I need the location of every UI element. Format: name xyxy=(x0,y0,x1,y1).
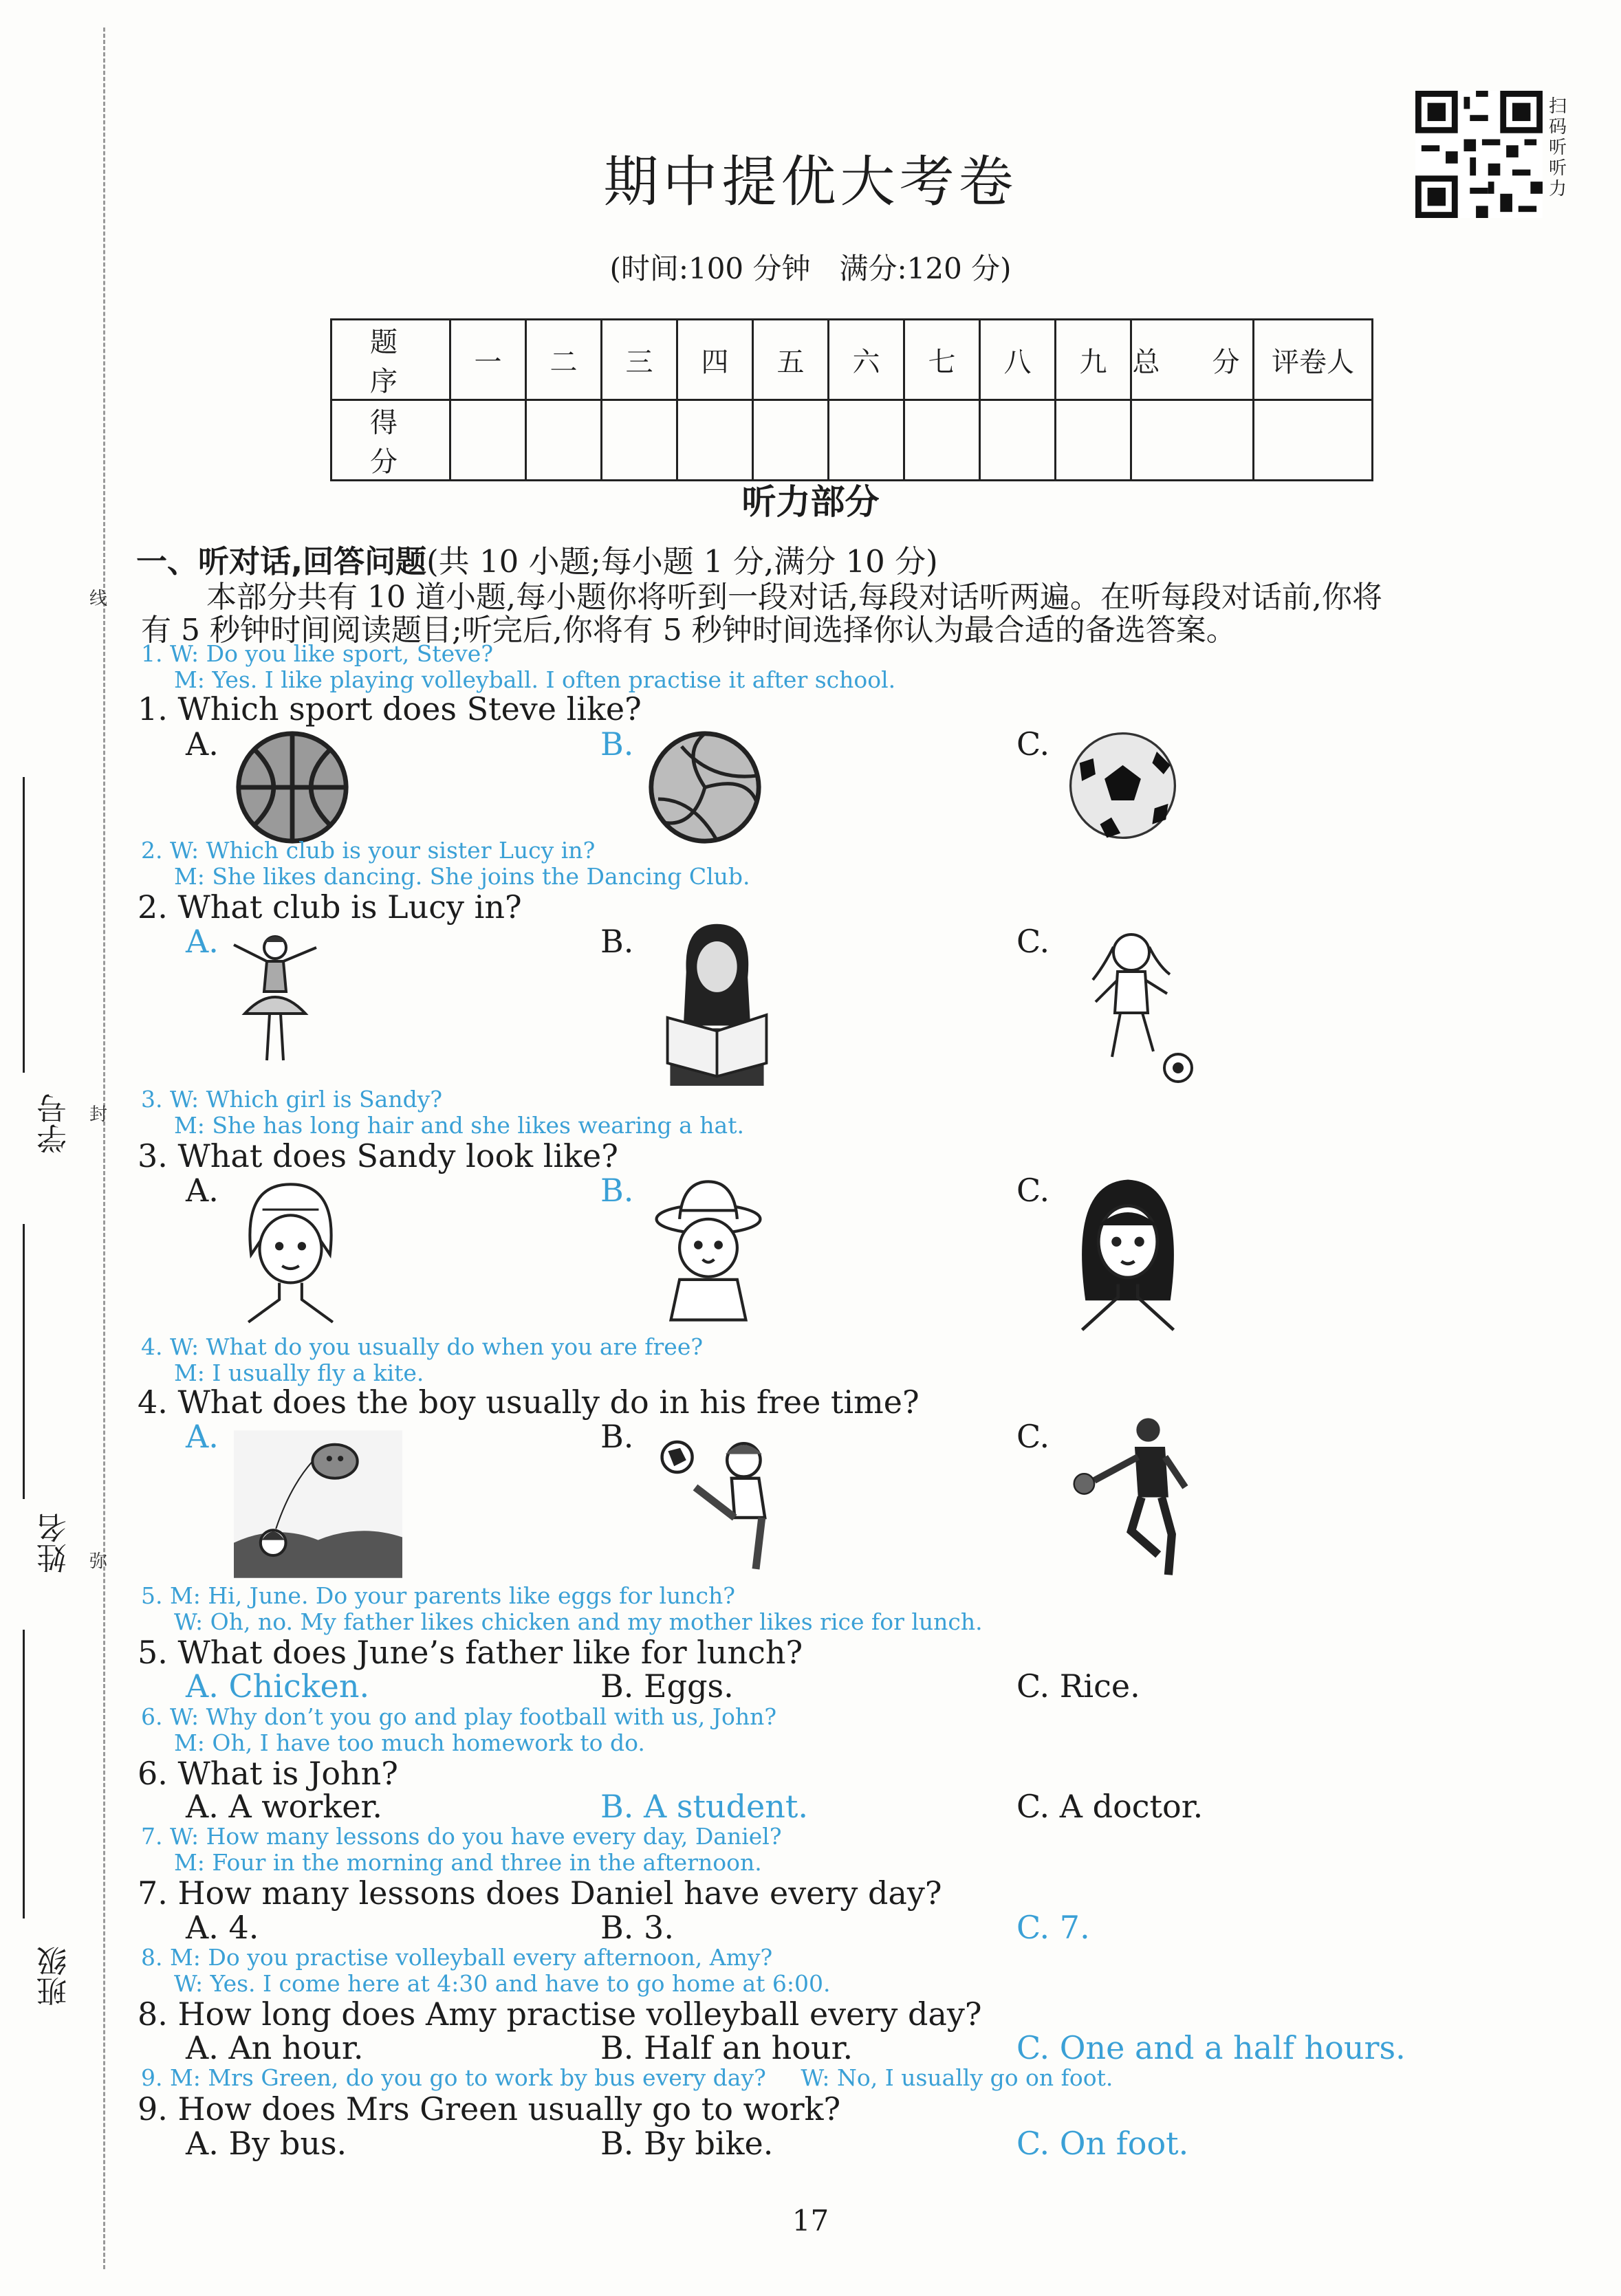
q4-option-b[interactable]: B. xyxy=(600,1418,634,1455)
score-cell[interactable] xyxy=(904,400,980,481)
q5-question: 5. What does June’s father like for lunch? xyxy=(138,1634,803,1671)
short-hair-girl-icon xyxy=(234,1176,347,1331)
q6-script-line: 6. W: Why don’t you go and play football with us, John? xyxy=(141,1703,777,1730)
margin-mark-feng: 封 xyxy=(89,1104,108,1125)
score-table-header-cell: 四 xyxy=(677,320,753,400)
class-line xyxy=(23,1630,25,1918)
q7-script-line: 7. W: How many lessons do you have every day, Daniel? xyxy=(141,1823,782,1850)
score-table-header-cell: 一 xyxy=(450,320,526,400)
q6-script xyxy=(141,1704,776,1756)
q7-script-line: M: Four in the morning and three in the afternoon. xyxy=(174,1849,762,1876)
q7-option-c[interactable]: C. 7. xyxy=(1016,1909,1090,1946)
q6-option-b[interactable]: B. A student. xyxy=(600,1788,809,1825)
margin-mark-xian: 线 xyxy=(89,589,108,609)
q2-option-c[interactable]: C. xyxy=(1016,923,1050,960)
q1-question: 1. Which sport does Steve like? xyxy=(138,690,642,728)
q2-option-b[interactable]: B. xyxy=(600,923,634,960)
q2-script xyxy=(141,838,750,890)
q3-script-line: 3. W: Which girl is Sandy? xyxy=(141,1086,443,1113)
score-row-label: 得 分 xyxy=(331,400,450,481)
q1-option-c[interactable]: C. xyxy=(1016,725,1050,763)
q3-option-a[interactable]: A. xyxy=(186,1172,219,1209)
score-cell[interactable] xyxy=(602,400,677,481)
qr-caption-char: 听 xyxy=(1549,138,1567,158)
q3-script-line: M: She has long hair and she likes wearing a hat. xyxy=(174,1112,744,1139)
student-name-field[interactable] xyxy=(31,1513,79,1576)
part1-instructions-line2: 有 5 秒钟时间阅读题目;听完后,你将有 5 秒钟时间选择你认为最合适的备选答案。 xyxy=(141,613,1237,648)
q1-script xyxy=(141,641,895,693)
score-cell[interactable] xyxy=(677,400,753,481)
football-icon xyxy=(1066,729,1179,842)
qr-caption-char: 扫 xyxy=(1549,96,1567,117)
listening-section-title: 听力部分 xyxy=(741,482,880,522)
student-name-label: 姓名 xyxy=(37,1513,72,1573)
score-cell[interactable] xyxy=(450,400,526,481)
student-name-line xyxy=(23,1224,25,1499)
q5-script xyxy=(141,1583,983,1635)
score-table-header-cell: 七 xyxy=(904,320,980,400)
q8-script-line: W: Yes. I come here at 4:30 and have to go home at 6:00. xyxy=(174,1970,831,1997)
score-table-header-cell: 题 序 xyxy=(331,320,450,400)
q7-option-b[interactable]: B. 3. xyxy=(600,1909,674,1946)
q9-option-a[interactable]: A. By bus. xyxy=(186,2125,347,2162)
q3-question: 3. What does Sandy look like? xyxy=(138,1137,618,1174)
student-number-field[interactable] xyxy=(31,1093,79,1157)
score-cell[interactable] xyxy=(753,400,829,481)
score-table-header-cell: 评卷人 xyxy=(1254,320,1373,400)
score-table xyxy=(330,318,1373,481)
qr-caption-char: 力 xyxy=(1549,179,1567,199)
q9-question: 9. How does Mrs Green usually go to work? xyxy=(138,2090,841,2128)
part1-heading-main: 一、听对话,回答问题 xyxy=(136,543,427,580)
q5-option-c[interactable]: C. Rice. xyxy=(1016,1668,1140,1705)
score-cell[interactable] xyxy=(1131,400,1254,481)
volleyball-icon xyxy=(646,729,763,846)
q2-option-a[interactable]: A. xyxy=(186,923,219,960)
q9-script xyxy=(141,2065,1113,2091)
q9-option-b[interactable]: B. By bike. xyxy=(600,2125,774,2162)
score-table-header-cell: 九 xyxy=(1056,320,1131,400)
q3-script xyxy=(141,1086,744,1139)
q2-question: 2. What club is Lucy in? xyxy=(138,888,522,926)
q5-option-b[interactable]: B. Eggs. xyxy=(600,1668,734,1705)
q7-option-a[interactable]: A. 4. xyxy=(186,1909,259,1946)
q6-option-c[interactable]: C. A doctor. xyxy=(1016,1788,1204,1825)
q2-script-line: 2. W: Which club is your sister Lucy in? xyxy=(141,837,596,864)
student-number-label: 学号 xyxy=(37,1093,72,1154)
score-table-header-row xyxy=(331,320,1373,400)
q3-option-b[interactable]: B. xyxy=(600,1172,634,1209)
student-number-line xyxy=(23,777,25,1073)
q5-option-a[interactable]: A. Chicken. xyxy=(186,1668,370,1705)
q7-script xyxy=(141,1824,782,1876)
boy-kicking-ball-icon xyxy=(650,1427,801,1578)
long-hair-girl-icon xyxy=(1063,1169,1193,1334)
score-table-score-row xyxy=(331,400,1373,481)
q7-question: 7. How many lessons does Daniel have every day? xyxy=(138,1874,942,1912)
q5-script-line: 5. M: Hi, June. Do your parents like eggs for lunch? xyxy=(141,1582,735,1609)
score-cell[interactable] xyxy=(1254,400,1373,481)
q8-option-a[interactable]: A. An hour. xyxy=(186,2029,364,2066)
q8-option-c[interactable]: C. One and a half hours. xyxy=(1016,2029,1406,2066)
q1-option-a[interactable]: A. xyxy=(186,725,219,763)
q6-question: 6. What is John? xyxy=(138,1755,398,1792)
q4-script-line: 4. W: What do you usually do when you are free? xyxy=(141,1333,704,1360)
basketball-player-icon xyxy=(1063,1413,1200,1582)
score-cell[interactable] xyxy=(980,400,1056,481)
q9-script-line: W: No, I usually go on foot. xyxy=(801,2064,1113,2091)
q6-script-line: M: Oh, I have too much homework to do. xyxy=(174,1729,645,1756)
score-cell[interactable] xyxy=(526,400,602,481)
kite-flying-icon xyxy=(234,1430,402,1578)
q6-option-a[interactable]: A. A worker. xyxy=(186,1788,383,1825)
girl-with-hat-icon xyxy=(650,1176,767,1327)
q4-option-a[interactable]: A. xyxy=(186,1418,219,1455)
margin-mark-mi: 弥 xyxy=(89,1551,108,1572)
score-table-header-cell: 二 xyxy=(526,320,602,400)
q4-option-c[interactable]: C. xyxy=(1016,1418,1050,1455)
q4-script-line: M: I usually fly a kite. xyxy=(174,1359,424,1386)
part1-heading-note: (共 10 小题;每小题 1 分,满分 10 分) xyxy=(426,543,938,580)
score-table-header-cell: 八 xyxy=(980,320,1056,400)
qr-caption-char: 码 xyxy=(1549,117,1567,138)
class-field[interactable] xyxy=(31,1946,79,2009)
qr-caption-char: 听 xyxy=(1549,158,1567,179)
part1-instructions-line1: 本部分共有 10 道小题,每小题你将听到一段对话,每段对话听两遍。在听每段对话前,你将 xyxy=(206,580,1382,615)
q5-script-line: W: Oh, no. My father likes chicken and my mother likes rice for lunch. xyxy=(174,1608,983,1635)
girl-playing-football-icon xyxy=(1063,925,1200,1090)
ballet-dancer-icon xyxy=(220,928,330,1073)
score-table-header-cell: 三 xyxy=(602,320,677,400)
q1-script-line: M: Yes. I like playing volleyball. I often practise it after school. xyxy=(174,666,896,693)
q2-script-line: M: She likes dancing. She joins the Dancing Club. xyxy=(174,863,750,890)
score-table-header-cell: 五 xyxy=(753,320,829,400)
qr-code-icon[interactable] xyxy=(1415,91,1543,218)
class-label: 班级 xyxy=(37,1946,72,2007)
basketball-icon xyxy=(234,729,351,846)
q8-script xyxy=(141,1945,831,1997)
binding-dashed-line xyxy=(103,28,105,2269)
q1-script-line: 1. W: Do you like sport, Steve? xyxy=(141,640,494,667)
q8-script-line: 8. M: Do you practise volleyball every afternoon, Amy? xyxy=(141,1944,773,1971)
score-table-header-cell: 总 分 xyxy=(1131,320,1254,400)
qr-caption xyxy=(1549,96,1569,199)
score-cell[interactable] xyxy=(1056,400,1131,481)
exam-subtitle: (时间:100 分钟 满分:120 分) xyxy=(609,252,1012,285)
q9-script-line: 9. M: Mrs Green, do you go to work by bus every day? xyxy=(141,2064,766,2091)
score-table-header-cell: 六 xyxy=(829,320,904,400)
q9-option-c[interactable]: C. On foot. xyxy=(1016,2125,1189,2162)
q8-option-b[interactable]: B. Half an hour. xyxy=(600,2029,853,2066)
q4-script xyxy=(141,1334,703,1386)
exam-title: 期中提优大考卷 xyxy=(603,150,1018,214)
q1-option-b[interactable]: B. xyxy=(600,725,634,763)
q8-question: 8. How long does Amy practise volleyball every day? xyxy=(138,1996,982,2033)
score-cell[interactable] xyxy=(829,400,904,481)
q4-question: 4. What does the boy usually do in his free time? xyxy=(138,1384,920,1421)
q3-option-c[interactable]: C. xyxy=(1016,1172,1050,1209)
page-number: 17 xyxy=(792,2204,829,2238)
reading-woman-icon xyxy=(657,918,777,1086)
